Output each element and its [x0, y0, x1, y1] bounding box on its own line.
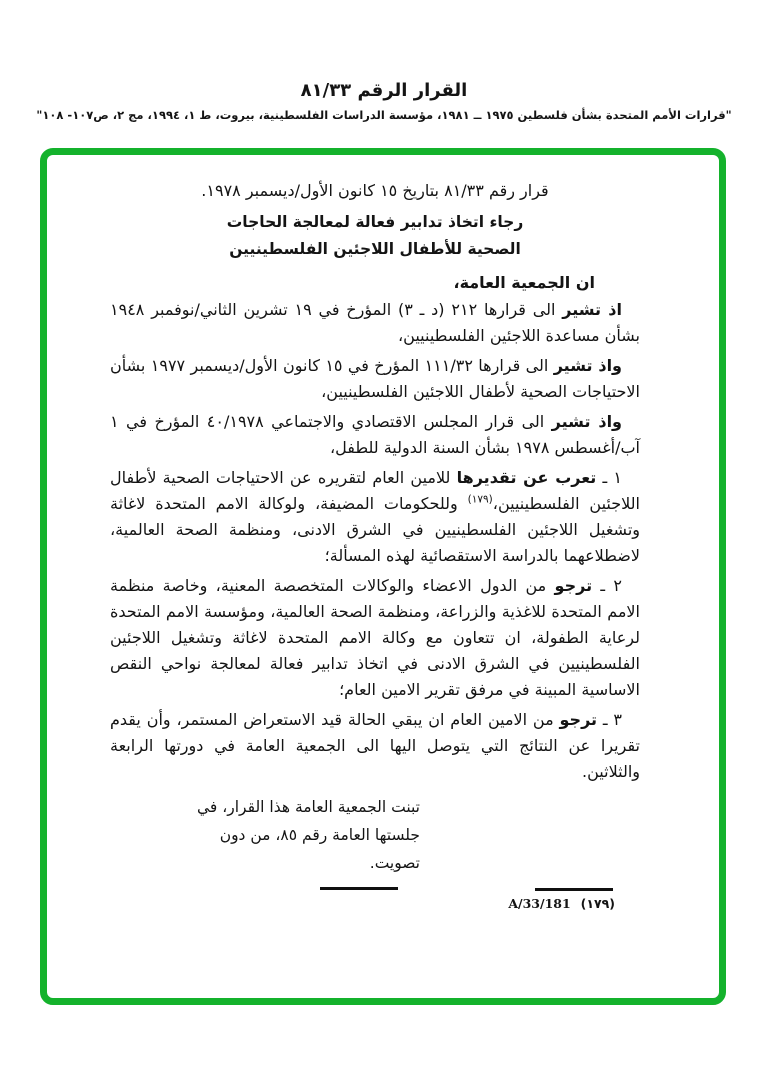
adoption-note-line-2: جلستها العامة رقم ٨٥، من دون — [219, 826, 420, 844]
operative-paragraph-1 — [110, 465, 640, 569]
adoption-note-line-1: تبنت الجمعية العامة هذا القرار، في — [197, 798, 420, 816]
footnote-doc-symbol: A/33/181 — [508, 896, 571, 911]
closing-divider — [320, 887, 398, 890]
preamble-paragraph-3 — [110, 409, 640, 461]
operative-text-3: من الامين العام ان يبقي الحالة قيد الاستعراض المستمر، وأن يقدم تقريرا عن النتائج التي يتوصل اليها الى الجمعية العامة في دورتها الرابعة والثلاثين. — [110, 710, 640, 781]
preamble-intro: ان الجمعية العامة، — [453, 273, 595, 292]
preamble-lead-2: واذ تشير — [553, 356, 623, 375]
operative-text-1b: وللحكومات المضيفة، ولوكالة الامم المتحدة لاغاثة وتشغيل اللاجئين الفلسطينيين في الشرق الادنى، ومنظمة الصحة العالمية، لاضطلاعهما بالدراسة الاستقصائية لهذه المسألة؛ — [110, 494, 640, 565]
footnote-number: (١٧٩) — [580, 896, 615, 911]
preamble-text-1: الى قرارها ٢١٢ (د ـ ٣) المؤرخ في ١٩ تشرين الثاني/نوفمبر ١٩٤٨ بشأن مساعدة اللاجئين الفلسطينيين، — [110, 300, 640, 345]
footnote-reference: (١٧٩) — [467, 493, 493, 506]
footnote-text — [508, 896, 615, 911]
operative-lead-3: ترجو — [559, 710, 598, 729]
resolution-subtitle — [110, 209, 640, 263]
operative-lead-2: ترجو — [554, 576, 593, 595]
source-citation: "قرارات الأمم المتحدة بشأن فلسطين ١٩٧٥ ــ ١٩٨١، مؤسسة الدراسات الفلسطينية، بيروت، ط ١، ١٩٩٤، مج ٢، ص١٠٧- ١٠٨" — [36, 108, 732, 122]
subtitle-line-2: الصحية للأطفال اللاجئين الفلسطينيين — [229, 240, 521, 258]
resolution-body — [47, 155, 719, 890]
operative-text-2: من الدول الاعضاء والوكالات المتخصصة المعنية، وخاصة منظمة الامم المتحدة للاغذية والزراعة، ومنظمة الصحة العالمية، ومؤسسة الامم المتحدة لرعاية الطفولة، ان تتعاون مع وكالة الامم المتحدة لاغاثة وتشغيل اللاجئين الفلسطينيين في الشرق الادنى في اتخاذ تدابير فعالة لمعالجة نواحي النقص الاساسية المبينة في مرفق تقرير الامين العام؛ — [110, 576, 640, 699]
operative-paragraph-2 — [110, 573, 640, 703]
adoption-note — [110, 793, 420, 877]
operative-number-2: ٢ ـ — [592, 576, 623, 595]
operative-text-1a: للامين العام لتقريره عن الاحتياجات الصحية لأطفال اللاجئين الفلسطينيين، — [110, 468, 641, 513]
page-header — [0, 0, 768, 122]
preamble-lead-1: اذ تشير — [562, 300, 623, 319]
document-title: القرار الرقم ٨١/٣٣ — [300, 80, 468, 101]
preamble-text-2: الى قرارها ١١١/٣٢ المؤرخ في ١٥ كانون الأول/ديسمبر ١٩٧٧ بشأن الاحتياجات الصحية لأطفال اللاجئين الفلسطينيين، — [110, 356, 640, 401]
adoption-note-line-3: تصويت. — [369, 854, 420, 872]
operative-lead-1: تعرب عن تقديرها — [456, 468, 597, 487]
preamble-paragraph-1 — [110, 297, 640, 349]
footnote-block — [508, 888, 615, 911]
preamble-text-3: الى قرار المجلس الاقتصادي والاجتماعي ٤٠/١٩٧٨ المؤرخ في ١ آب/أغسطس ١٩٧٨ بشأن السنة الدولية للطفل، — [110, 412, 640, 457]
resolution-frame — [40, 148, 726, 1005]
subtitle-line-1: رجاء اتخاذ تدابير فعالة لمعالجة الحاجات — [226, 213, 524, 231]
footnote-divider — [535, 888, 613, 891]
operative-number-1: ١ ـ — [596, 468, 623, 487]
preamble-lead-3: واذ تشير — [551, 412, 622, 431]
resolution-number-line: قرار رقم ٨١/٣٣ بتاريخ ١٥ كانون الأول/ديسمبر ١٩٧٨. — [201, 181, 549, 200]
operative-number-3: ٣ ـ — [597, 710, 623, 729]
operative-paragraph-3 — [110, 707, 640, 785]
preamble-paragraph-2 — [110, 353, 640, 405]
